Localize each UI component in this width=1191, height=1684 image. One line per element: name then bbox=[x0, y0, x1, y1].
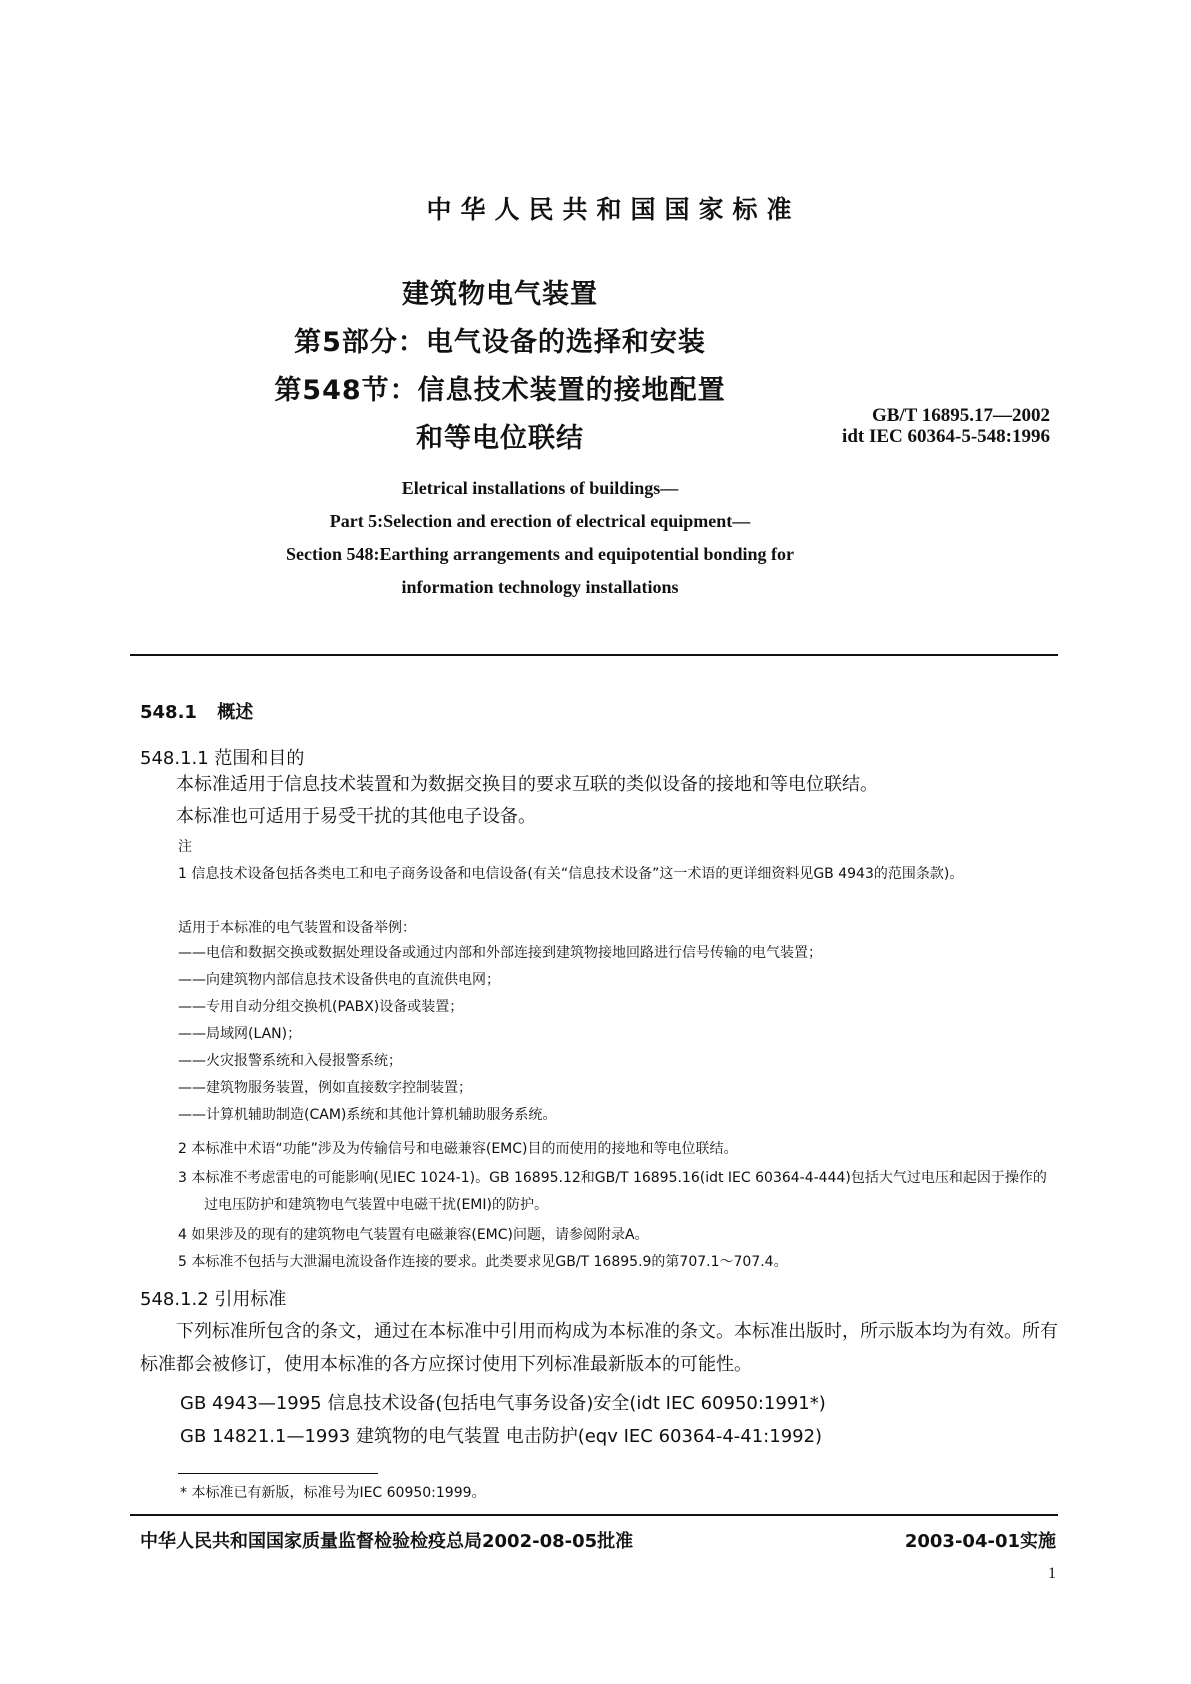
note-3: 3 本标准不考虑雷电的可能影响(见IEC 1024-1)。GB 16895.12和GB/T 16895.16(idt IEC 60364-4-444)包括大气过电压和起因于操作的过电压防护和建筑物电气装置中电磁干扰(EMI)的防护。 bbox=[178, 1170, 1047, 1213]
national-standard-header: 中华人民共和国国家标准 bbox=[426, 195, 801, 224]
normative-references-paragraph: 下列标准所包含的条文，通过在本标准中引用而构成为本标准的条文。本标准出版时，所示版本均为有效。所有标准都会被修订，使用本标准的各方应探讨使用下列标准最新版本的可能性。 bbox=[140, 1321, 1058, 1375]
example-item: ——火灾报警系统和入侵报警系统； bbox=[178, 1053, 402, 1069]
section-title: 概述 bbox=[217, 702, 254, 723]
en-title-line2: Part 5:Selection and erection of electrical equipment— bbox=[329, 511, 751, 531]
example-item: ——建筑物服务装置，例如直接数字控制装置； bbox=[178, 1080, 472, 1096]
note-1: 1 信息技术设备包括各类电工和电子商务设备和电信设备(有关“信息技术设备”这一术语的更详细资料见GB 4943的范围条款)。 bbox=[178, 866, 964, 882]
note-label: 注 bbox=[178, 839, 192, 855]
section-548-1-1-heading: 548.1.1 范围和目的 bbox=[140, 748, 305, 769]
scope-paragraph-1: 本标准适用于信息技术装置和为数据交换目的要求互联的类似设备的接地和等电位联结。 bbox=[176, 774, 878, 795]
gb-standard-code: GB/T 16895.17—2002 bbox=[871, 405, 1050, 426]
scope-paragraph-2: 本标准也可适用于易受干扰的其他电子设备。 bbox=[176, 806, 536, 827]
examples-intro: 适用于本标准的电气装置和设备举例： bbox=[178, 920, 416, 936]
example-item: ——计算机辅助制造(CAM)系统和其他计算机辅助服务系统。 bbox=[178, 1107, 557, 1123]
cn-title-line2: 第5部分：电气设备的选择和安装 bbox=[294, 327, 706, 358]
header-divider bbox=[130, 654, 1058, 656]
note-2: 2 本标准中术语“功能”涉及为传输信号和电磁兼容(EMC)目的而使用的接地和等电位联结。 bbox=[178, 1141, 738, 1157]
section-548-1-2-heading: 548.1.2 引用标准 bbox=[140, 1289, 287, 1310]
cn-title-line4: 和等电位联结 bbox=[416, 423, 584, 454]
section-number: 548.1 bbox=[140, 702, 197, 723]
footer-divider bbox=[130, 1514, 1058, 1516]
example-item: ——局域网(LAN)； bbox=[178, 1026, 302, 1042]
note-5: 5 本标准不包括与大泄漏电流设备作连接的要求。此类要求见GB/T 16895.9的第707.1～707.4。 bbox=[178, 1254, 788, 1270]
example-item: ——专用自动分组交换机(PABX)设备或装置； bbox=[178, 999, 464, 1015]
footnote: * 本标准已有新版，标准号为IEC 60950:1999。 bbox=[180, 1485, 486, 1501]
cn-title-line3: 第548节：信息技术装置的接地配置 bbox=[274, 375, 726, 406]
note-4: 4 如果涉及的现有的建筑物电气装置有电磁兼容(EMC)问题，请参阅附录A。 bbox=[178, 1227, 649, 1243]
reference-gb14821: GB 14821.1—1993 建筑物的电气装置 电击防护(eqv IEC 60364-4-41:1992) bbox=[180, 1426, 823, 1447]
section-548-1-heading bbox=[140, 698, 253, 724]
en-title-line1: Eletrical installations of buildings— bbox=[401, 478, 679, 498]
en-title-line4: information technology installations bbox=[401, 577, 679, 597]
effective-date: 2003-04-01实施 bbox=[904, 1531, 1056, 1552]
example-item: ——向建筑物内部信息技术设备供电的直流供电网； bbox=[178, 972, 500, 988]
cn-title-line1: 建筑物电气装置 bbox=[402, 279, 598, 310]
reference-gb4943: GB 4943—1995 信息技术设备(包括电气事务设备)安全(idt IEC 60950:1991*) bbox=[180, 1393, 826, 1414]
approval-line: 中华人民共和国国家质量监督检验检疫总局2002-08-05批准 bbox=[140, 1531, 634, 1552]
iec-equivalence-code: idt IEC 60364-5-548:1996 bbox=[842, 426, 1050, 447]
footnote-divider bbox=[178, 1473, 378, 1474]
page-number: 1 bbox=[1048, 1565, 1056, 1582]
example-item: ——电信和数据交换或数据处理设备或通过内部和外部连接到建筑物接地回路进行信号传输的电气装置； bbox=[178, 945, 822, 961]
en-title-line3: Section 548:Earthing arrangements and equipotential bonding for bbox=[285, 544, 795, 564]
